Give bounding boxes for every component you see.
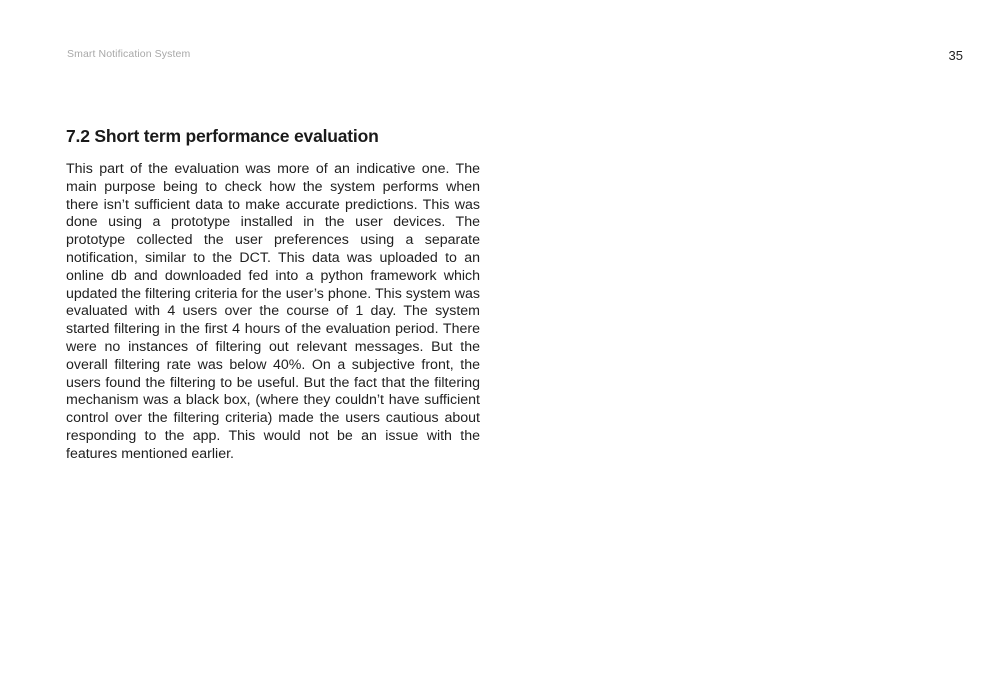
running-header-title: Smart Notification System [67, 48, 191, 60]
section-heading: 7.2 Short term performance evaluation [66, 126, 379, 146]
section-body-paragraph: This part of the evaluation was more of an indicative one. The main purpose being to check how the system performs when there isn’t sufficient data to make accurate predictions. This was done using a prototype installed in the user devices. The prototype collected the user preferences using a separate notification, similar to the DCT. This data was uploaded to an online db and downloaded fed into a python framework which updated the filtering criteria for the user’s phone. This system was evaluated with 4 users over the course of 1 day. The system started filtering in the first 4 hours of the evaluation period. There were no instances of filtering out relevant messages. But the overall filtering rate was below 40%. On a subjective front, the users found the filtering to be useful. But the fact that the filtering mechanism was a black box, (where they couldn’t have sufficient control over the filtering criteria) made the users cautious about responding to the app. This would not be an issue with the features mentioned earlier. [66, 161, 480, 462]
page-number: 35 [948, 48, 963, 63]
